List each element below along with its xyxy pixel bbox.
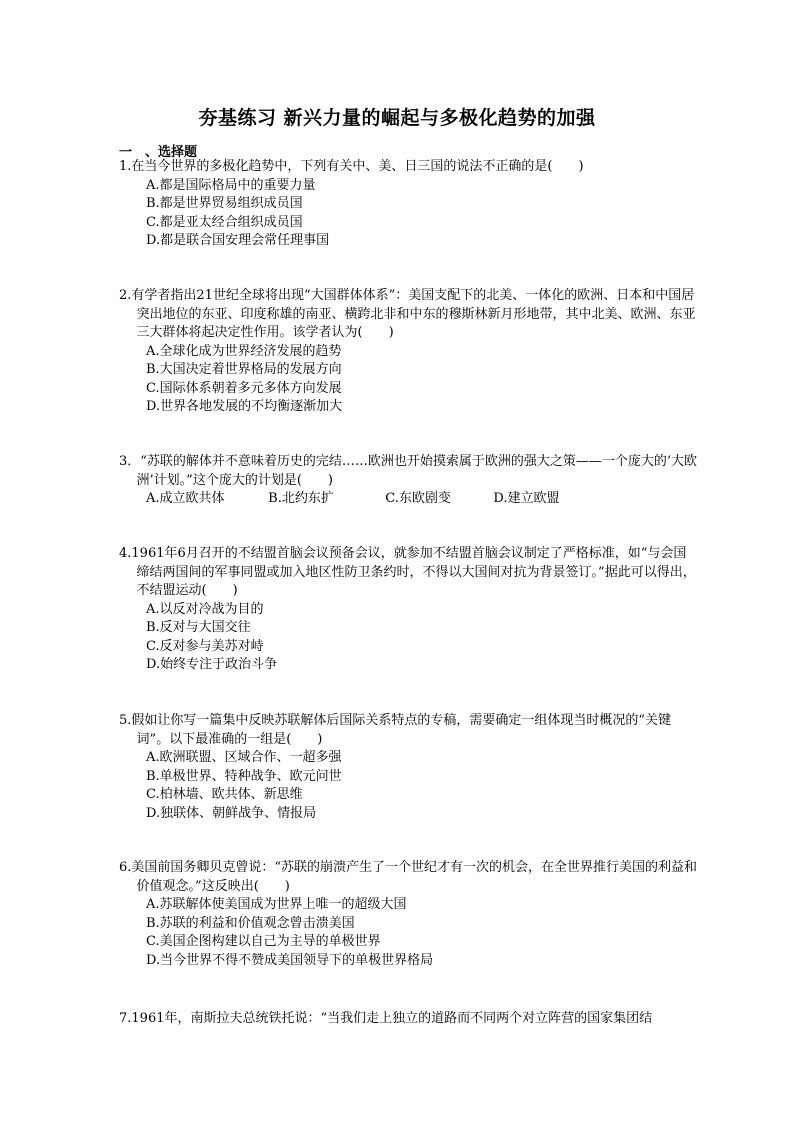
option-d: D.建立欧盟 bbox=[493, 491, 560, 506]
option-c: C.都是亚太经合组织成员国 bbox=[146, 214, 303, 230]
question-1 bbox=[119, 158, 699, 251]
option-b: B.北约东扩 bbox=[268, 491, 334, 506]
question-4 bbox=[119, 545, 699, 675]
question-stem: 6.美国前国务卿贝克曾说：“苏联的崩溃产生了一个世纪才有一次的机会，在全世界推行美国的利益和价值观念。”这反映出( ) bbox=[119, 860, 698, 894]
option-list bbox=[119, 177, 699, 251]
option-c: C.国际体系朝着多元多体方向发展 bbox=[146, 380, 342, 396]
page-title: 夯基练习 新兴力量的崛起与多极化趋势的加强 bbox=[198, 107, 596, 129]
option-b: B.都是世界贸易组织成员国 bbox=[146, 196, 303, 211]
option-b: B.大国决定着世界格局的发展方向 bbox=[146, 362, 342, 377]
option-c: C.美国企图构建以自己为主导的单极世界 bbox=[146, 934, 381, 949]
option-a: A.欧洲联盟、区域合作、一超多强 bbox=[146, 750, 342, 765]
option-list bbox=[119, 343, 699, 417]
option-b: B.苏联的利益和价值观念曾击溃美国 bbox=[146, 915, 355, 931]
option-list bbox=[119, 601, 699, 675]
option-a: A.都是国际格局中的重要力量 bbox=[146, 177, 316, 193]
option-c: C.柏林墙、欧共体、新思维 bbox=[146, 787, 303, 802]
question-stem: 3．“苏联的解体并不意味着历史的完结……欧洲也开始摸索属于欧洲的强大之策——一个庞大的‘大欧洲’计划。”这个庞大的计划是( ) bbox=[119, 454, 698, 488]
option-list bbox=[119, 896, 699, 970]
question-5 bbox=[119, 712, 699, 823]
option-a: A.苏联解体使美国成为世界上唯一的超级大国 bbox=[146, 897, 407, 912]
option-d: D.当今世界不得不赞成美国领导下的单极世界格局 bbox=[146, 952, 434, 968]
question-6 bbox=[119, 859, 699, 970]
option-c: C.东欧剧变 bbox=[385, 491, 451, 506]
option-b: B.单极世界、特种战争、欧元问世 bbox=[146, 768, 342, 784]
option-a: A.成立欧共体 bbox=[146, 491, 225, 506]
question-stem: 4.1961年6月召开的不结盟首脑会议预备会议，就参加不结盟首脑会议制定了严格标准，如“与会国缔结两国间的军事同盟或加入地区性防卫条约时，不得以大国间对抗为背景签订。”据此可以得出，不结盟运动( ) bbox=[119, 546, 696, 598]
question-7 bbox=[119, 1010, 699, 1029]
question-3 bbox=[119, 453, 699, 509]
option-list bbox=[119, 490, 699, 509]
section-heading: 一 、选择题 bbox=[119, 145, 198, 160]
option-a: A.以反对冷战为目的 bbox=[146, 601, 264, 617]
option-d: D.独联体、朝鲜战争、情报局 bbox=[146, 805, 317, 821]
question-stem: 5.假如让你写一篇集中反映苏联解体后国际关系特点的专稿，需要确定一组体现当时概况的“关键词”。以下最准确的一组是( ) bbox=[119, 713, 672, 747]
question-stem: 1.在当今世界的多极化趋势中，下列有关中、美、日三国的说法不正确的是( ) bbox=[119, 159, 584, 174]
option-b: B.反对与大国交往 bbox=[146, 620, 251, 635]
option-d: D.始终专注于政治斗争 bbox=[146, 657, 278, 672]
option-d: D.都是联合国安理会常任理事国 bbox=[146, 233, 330, 248]
option-list bbox=[119, 749, 699, 823]
option-d: D.世界各地发展的不均衡逐渐加大 bbox=[146, 399, 343, 414]
question-stem: 2.有学者指出21世纪全球将出现“大国群体体系”：美国支配下的北美、一体化的欧洲、日本和中国居突出地位的东亚、印度称雄的南亚、横跨北非和中东的穆斯林新月形地带，其中北美、欧洲、东亚三大群体将起决定性作用。该学者认为( ) bbox=[119, 288, 696, 340]
question-2 bbox=[119, 287, 699, 417]
question-stem: 7.1961年，南斯拉夫总统铁托说：“当我们走上独立的道路而不同两个对立阵营的国家集团结 bbox=[119, 1011, 653, 1026]
option-a: A.全球化成为世界经济发展的趋势 bbox=[146, 343, 342, 359]
option-c: C.反对参与美苏对峙 bbox=[146, 638, 264, 654]
